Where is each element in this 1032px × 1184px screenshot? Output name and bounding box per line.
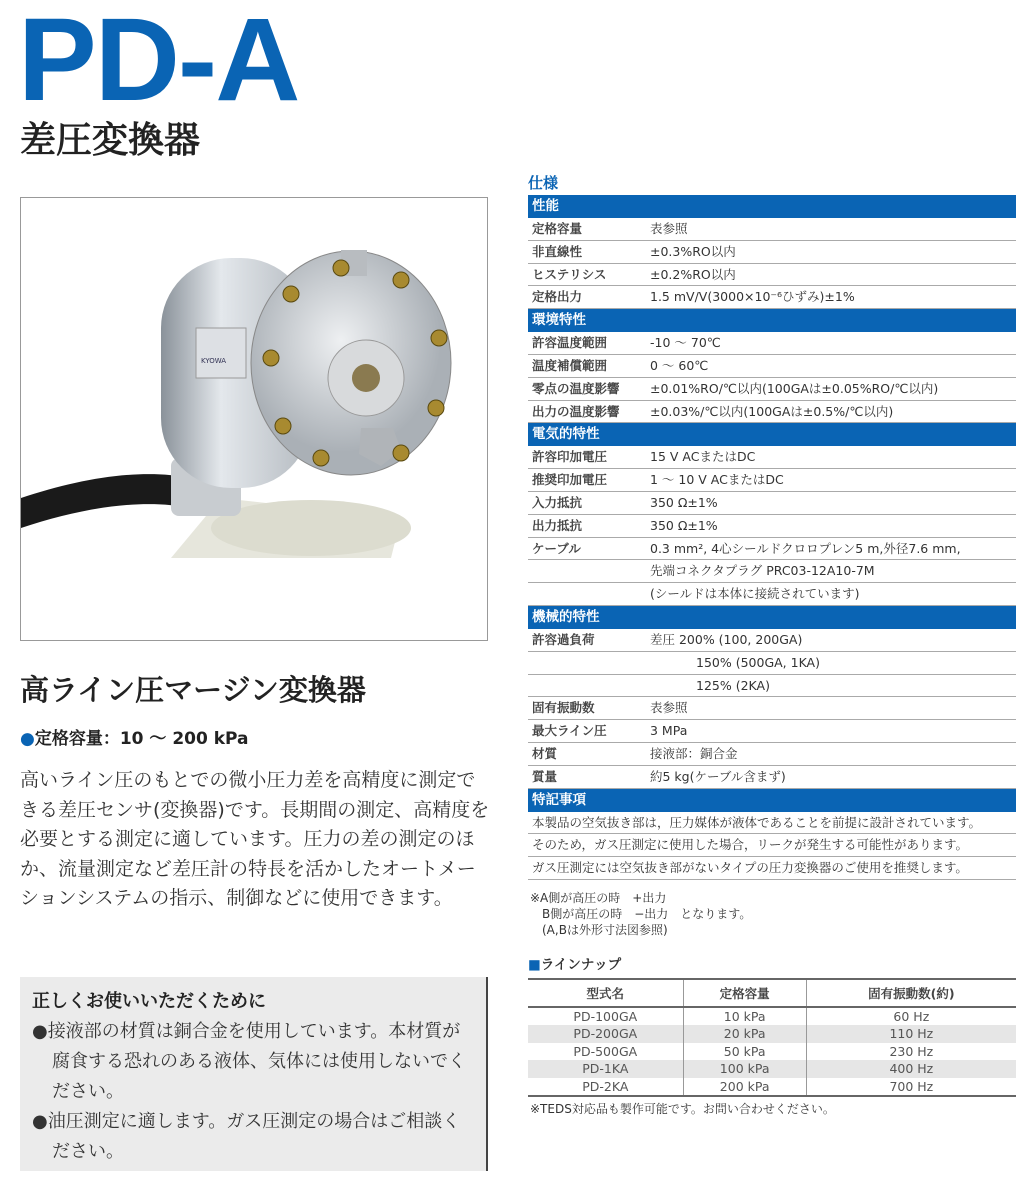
spec-key: 温度補償範囲 [532, 357, 608, 373]
frequency-cell: 400 Hz [806, 1060, 1016, 1078]
spec-value: ±0.2%RO以内 [650, 266, 736, 282]
lineup-footnote: ※TEDS対応品も製作可能です。お問い合わせください。 [530, 1102, 835, 1116]
spec-value: ±0.3%RO以内 [650, 243, 736, 259]
spec-value: 1.5 mV/V(3000×10⁻⁶ひずみ)±1% [650, 289, 855, 305]
table-row [528, 1078, 1016, 1096]
spec-key: 許容温度範囲 [532, 335, 608, 351]
spec-row [528, 446, 1016, 469]
model-cell: PD-500GA [573, 1043, 638, 1059]
spec-value: 150% (500GA, 1KA) [696, 654, 820, 670]
lineup-table [528, 978, 1016, 1097]
spec-value: 350 Ω±1% [650, 494, 718, 510]
spec-value: 15 V ACまたはDC [650, 449, 756, 465]
spec-key [528, 560, 650, 582]
product-subtitle: 差圧変換器 [20, 120, 201, 161]
spec-row [528, 286, 1016, 309]
square-icon: ■ [528, 957, 541, 973]
model-cell: PD-1KA [528, 1060, 683, 1078]
spec-row [528, 515, 1016, 538]
spec-value: (シールドは本体に接続されています) [650, 586, 860, 602]
capacity-cell: 200 kPa [683, 1078, 806, 1096]
capacity-cell: 50 kPa [683, 1043, 806, 1061]
spec-row [528, 218, 1016, 241]
spec-value: 表参照 [650, 221, 688, 236]
spec-value: 125% (2KA) [696, 677, 770, 693]
frequency-cell: 700 Hz [806, 1078, 1016, 1096]
spec-value: 表参照 [650, 700, 688, 716]
spec-value: 3 MPa [650, 723, 688, 739]
spec-row [528, 538, 1016, 561]
model-cell: PD-100GA [573, 1009, 638, 1024]
spec-row [528, 697, 1016, 720]
spec-note: そのため，ガス圧測定に使用した場合，リークが発生する可能性があります。 [532, 837, 969, 853]
spec-key: ヒステリシス [532, 266, 607, 282]
spec-key [528, 652, 650, 674]
spec-row [528, 378, 1016, 401]
col-header: 定格容量 [683, 979, 806, 1007]
spec-row [528, 629, 1016, 652]
brand-label: KYOWA [201, 357, 227, 365]
spec-section-header: 機械的特性 [528, 606, 1016, 629]
spec-key: 許容過負荷 [532, 631, 595, 647]
table-row [528, 1007, 1016, 1025]
notice-item: ●接液部の材質は銅合金を使用しています。本材質が腐食する恐れのある液体、気体には使用しないでください。 [32, 1021, 466, 1102]
rated-capacity [20, 724, 249, 749]
spec-section-header: 環境特性 [528, 309, 1016, 332]
spec-value: ±0.03%/℃以内(100GAは±0.5%/℃以内) [650, 403, 894, 419]
spec-key: 零点の温度影響 [532, 380, 620, 396]
spec-value: 差圧 200% (100, 200GA) [650, 631, 803, 647]
spec-note-row [528, 857, 1016, 880]
table-row [528, 1043, 1016, 1061]
spec-section-header: 性能 [528, 195, 1016, 218]
spec-key [528, 583, 650, 605]
col-header: 型式名 [528, 979, 683, 1007]
spec-row [528, 401, 1016, 424]
spec-value: ±0.01%RO/℃以内(100GAは±0.05%RO/℃以内) [650, 380, 939, 396]
spec-caption: 仕様 [528, 174, 559, 192]
spec-row [528, 492, 1016, 515]
spec-row [528, 241, 1016, 264]
notice-title: 正しくお使いいただくために [32, 991, 266, 1012]
spec-key: 出力抵抗 [532, 517, 583, 533]
spec-value: 0 ～ 60℃ [650, 357, 709, 373]
spec-row [528, 560, 1016, 583]
section-heading: 高ライン圧マージン変換器 [20, 673, 366, 707]
table-row [528, 1025, 1016, 1043]
product-photo [20, 197, 488, 641]
spec-value: -10 ～ 70℃ [650, 335, 721, 351]
capacity-cell: 20 kPa [683, 1025, 806, 1043]
spec-row [528, 469, 1016, 492]
spec-key [528, 675, 650, 697]
spec-section-header: 特記事項 [528, 789, 1016, 812]
model-cell: PD-200GA [528, 1025, 683, 1043]
spec-key: 出力の温度影響 [532, 403, 620, 419]
spec-key: 材質 [532, 745, 558, 761]
spec-row [528, 743, 1016, 766]
spec-row [528, 264, 1016, 287]
spec-row [528, 766, 1016, 789]
spec-key: 推奨印加電圧 [532, 472, 608, 488]
usage-notice-box [20, 977, 488, 1171]
spec-key: 定格出力 [532, 289, 583, 305]
spec-value: 350 Ω±1% [650, 517, 718, 533]
notice-item: ●油圧測定に適します。ガス圧測定の場合はご相談ください。 [32, 1111, 461, 1162]
spec-note: ガス圧測定には空気抜き部がないタイプの圧力変換器のご使用を推奨します。 [532, 860, 968, 876]
capacity-cell: 100 kPa [683, 1060, 806, 1078]
spec-row [528, 675, 1016, 698]
spec-value: 0.3 mm², 4心シールドクロロプレン5 m,外径7.6 mm, [650, 540, 961, 556]
model-cell: PD-2KA [528, 1078, 683, 1096]
spec-table [528, 172, 1016, 880]
spec-key: ケーブル [532, 540, 581, 556]
frequency-cell: 230 Hz [806, 1043, 1016, 1061]
frequency-cell: 60 Hz [806, 1007, 1016, 1025]
spec-key: 最大ライン圧 [532, 723, 607, 739]
spec-note: 本製品の空気抜き部は，圧力媒体が液体であることを前提に設計されています。 [532, 814, 982, 830]
lineup-title [528, 953, 621, 973]
spec-key: 非直線性 [532, 243, 583, 259]
capacity-text: 定格容量：10 ～ 200 kPa [34, 729, 249, 749]
spec-note-row [528, 834, 1016, 857]
col-header: 固有振動数(約) [806, 979, 1016, 1007]
spec-key: 入力抵抗 [532, 494, 583, 510]
spec-row [528, 720, 1016, 743]
spec-key: 許容印加電圧 [532, 449, 608, 465]
spec-value: 1 ～ 10 V ACまたはDC [650, 472, 784, 488]
capacity-cell: 10 kPa [683, 1007, 806, 1025]
description: 高いライン圧のもとでの微小圧力差を高精度に測定できる差圧センサ(変換器)です。長期間の測定、高精度を必要とする測定に適しています。圧力の差の測定のほか、流量測定など差圧計の特長を活かしたオートメーションシステムの指示、制御などに使用できます。 [20, 769, 490, 909]
spec-row [528, 652, 1016, 675]
spec-value: 先端コネクタプラグ PRC03-12A10-7M [650, 563, 875, 579]
spec-key: 質量 [532, 768, 558, 784]
spec-key: 定格容量 [532, 221, 583, 236]
output-note: ※A側が高圧の時 +出力 B側が高圧の時 −出力 となります。 (A,Bは外形寸法図参照) [530, 891, 752, 937]
bullet-icon: ● [20, 729, 35, 749]
spec-section-header: 電気的特性 [528, 423, 1016, 446]
spec-value: 約5 kg(ケーブル含まず) [650, 768, 786, 784]
spec-key: 固有振動数 [532, 700, 595, 716]
table-row [528, 1060, 1016, 1078]
spec-row [528, 583, 1016, 606]
product-title: PD-A [18, 0, 299, 126]
spec-row [528, 332, 1016, 355]
lineup-title-text: ラインナップ [540, 957, 622, 973]
spec-note-row [528, 812, 1016, 835]
spec-row [528, 355, 1016, 378]
spec-value: 接液部：銅合金 [650, 745, 738, 761]
frequency-cell: 110 Hz [806, 1025, 1016, 1043]
